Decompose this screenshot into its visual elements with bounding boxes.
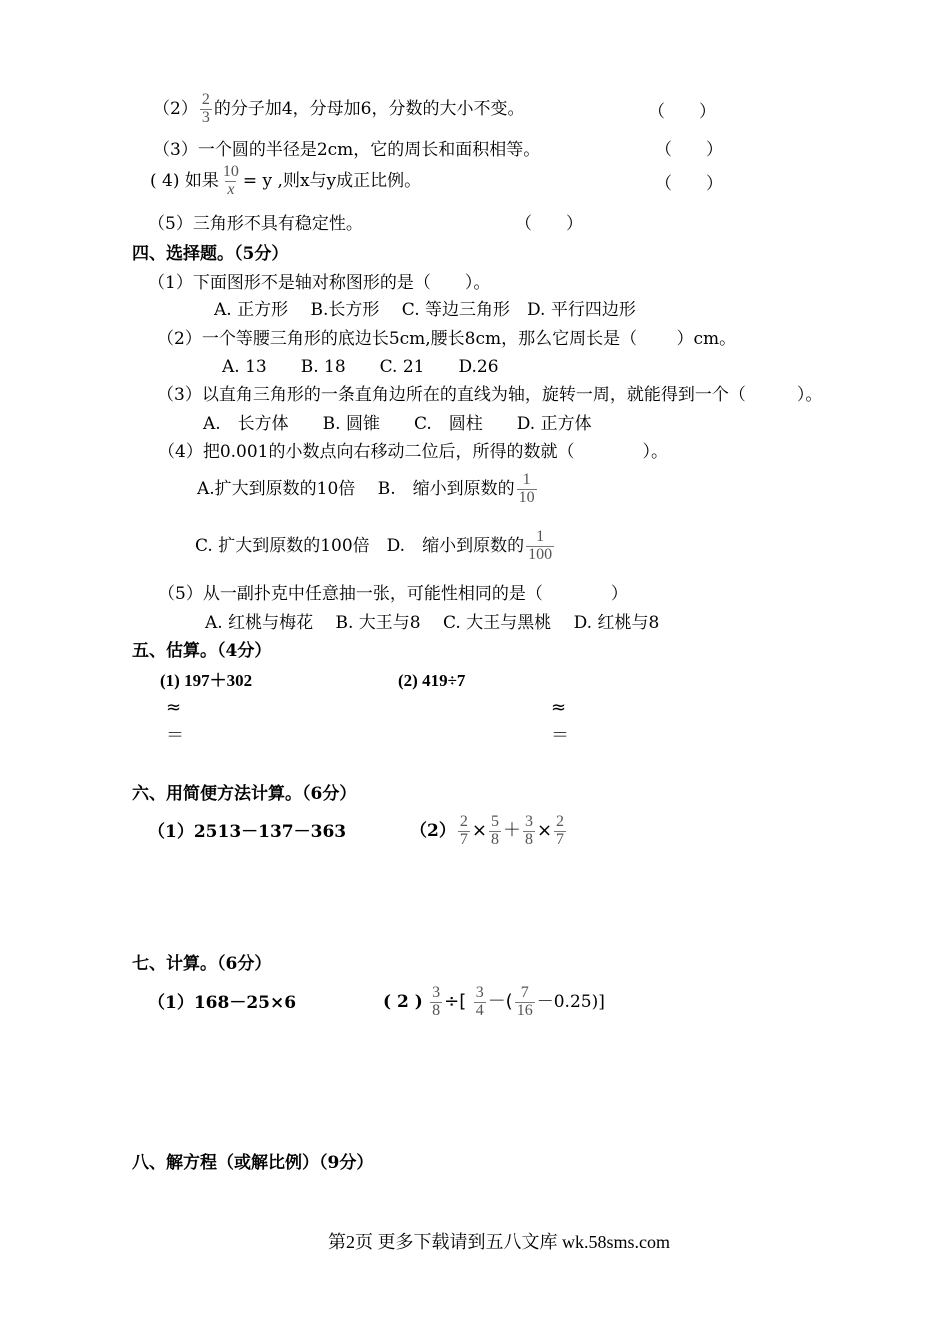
times-sign: × (536, 819, 553, 841)
section6-title: 六、用简便方法计算。（6分） (132, 784, 357, 804)
simplify-problem-1: （1）2513－137－363 (148, 822, 347, 842)
plus-sign: ＋ (502, 819, 521, 841)
fraction-1-10: $\frac{1}{10}$ (518, 471, 535, 506)
fraction-7-16: $\frac{7}{16}$ (516, 984, 533, 1019)
choice-q5: （5）从一副扑克中任意抽一张，可能性相同的是（ ） (158, 584, 628, 604)
section5-title: 五、估算。（4分） (132, 641, 272, 661)
choice-q5-options: A. 红桃与梅花 B. 大王与8 C. 大王与黑桃 D. 红桃与8 (205, 613, 660, 633)
judge-q4 (150, 164, 421, 199)
approx-sign-2: ≈ (551, 697, 567, 718)
divide-bracket: ÷[ (444, 990, 467, 1012)
judge-q3: （3）一个圆的半径是2cm，它的周长和面积相等。 (153, 140, 541, 160)
section7-title: 七、计算。（6分） (132, 954, 272, 974)
section4-title: 四、选择题。（5分） (132, 244, 289, 264)
choice-q3-options: A. 长方体 B. 圆锥 C. 圆柱 D. 正方体 (203, 414, 592, 434)
choice-q1-options: A. 正方形 B.长方形 C. 等边三角形 D. 平行四边形 (214, 300, 636, 320)
fraction-3-8: $\frac{3}{8}$ (524, 813, 533, 848)
judge-q3-answer-paren[interactable]: （ ） (655, 140, 723, 160)
choice-q4-options-ab (197, 472, 539, 507)
simplify-problem-2 (410, 814, 568, 849)
choice-q4: （4）把0.001的小数点向右移动二位后，所得的数就（ ）。 (158, 442, 668, 462)
estimate-problem-2: (2) 419÷7 (398, 671, 466, 690)
simplify-problem-2-label: （2） (410, 820, 456, 841)
calc-problem-1: （1）168－25×6 (148, 993, 297, 1013)
calc-problem-2-label: ( 2 ) (383, 991, 423, 1012)
fraction-2-7: $\frac{2}{7}$ (556, 813, 565, 848)
fraction-10-x: $\frac{10}{x}$ (222, 163, 239, 198)
fraction-2-7: $\frac{2}{7}$ (459, 813, 468, 848)
times-sign: × (471, 819, 487, 841)
estimate-problem-1: (1) 197＋302 (160, 671, 253, 690)
choice-q3: （3）以直角三角形的一条直角边所在的直线为轴，旋转一周，就能得到一个（ ）。 (157, 385, 823, 405)
choice-q2: （2）一个等腰三角形的底边长5cm,腰长8cm，那么它周长是（ ）cm。 (157, 329, 737, 349)
judge-q2-text: 的分子加4，分母加6，分数的大小不变。 (213, 98, 525, 119)
fraction-3-4: $\frac{3}{4}$ (475, 984, 484, 1019)
fraction-2-3: $\frac{2}{3}$ (201, 91, 210, 126)
equals-sign-1: ＝ (166, 725, 184, 746)
judge-q4-prefix: ( 4) 如果 (150, 170, 219, 191)
fraction-5-8: $\frac{5}{8}$ (490, 813, 499, 848)
choice-q1: （1）下面图形不是轴对称图形的是（ ）。 (148, 273, 491, 293)
judge-q5-answer-paren[interactable]: （ ） (515, 214, 583, 234)
fraction-1-100: $\frac{1}{100}$ (528, 528, 553, 563)
judge-q5: （5）三角形不具有稳定性。 (148, 214, 363, 234)
section8-title: 八、解方程（或解比例）（9分） (132, 1153, 374, 1173)
judge-q4-text: = y ,则x与y成正比例。 (242, 170, 422, 191)
calc-problem-2 (383, 985, 605, 1020)
choice-q4-options-cd (195, 529, 556, 564)
judge-q2-prefix: （2） (153, 98, 198, 119)
calc-problem-2-tail: －0.25)] (536, 991, 605, 1012)
choice-q4-option-a-b: A.扩大到原数的10倍 B. 缩小到原数的 (197, 478, 515, 499)
judge-q2 (153, 92, 524, 127)
equals-sign-2: ＝ (551, 725, 569, 746)
page-footer: 第2页 更多下载请到五八文库 wk.58sms.com (328, 1232, 670, 1252)
fraction-3-8: $\frac{3}{8}$ (432, 984, 441, 1019)
judge-q4-answer-paren[interactable]: （ ） (655, 174, 723, 194)
approx-sign-1: ≈ (166, 697, 182, 718)
minus-paren: －( (487, 990, 513, 1012)
judge-q2-answer-paren[interactable]: （ ） (648, 102, 716, 122)
choice-q2-options: A. 13 B. 18 C. 21 D.26 (222, 357, 499, 377)
choice-q4-option-c-d: C. 扩大到原数的100倍 D. 缩小到原数的 (195, 535, 525, 556)
